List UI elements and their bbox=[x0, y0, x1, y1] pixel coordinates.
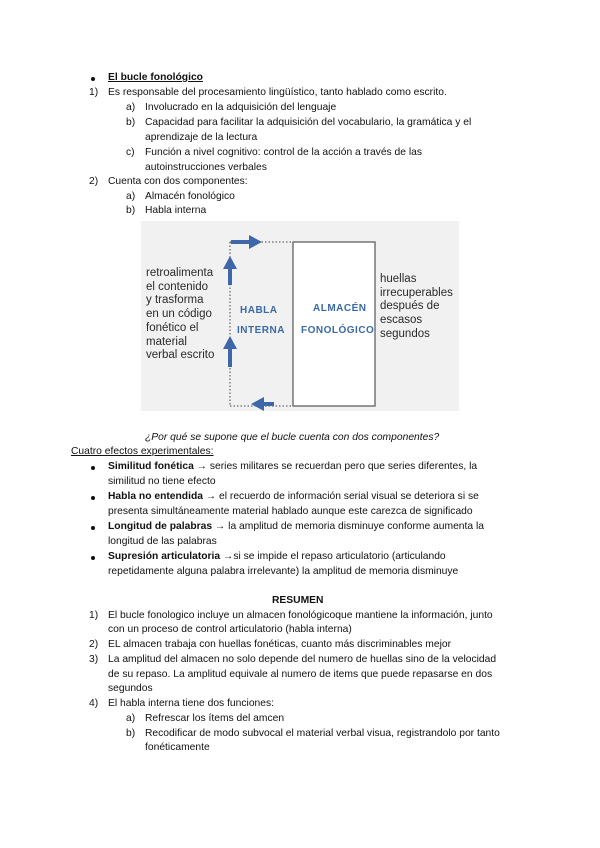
arrow-left-icon bbox=[251, 397, 274, 411]
bullet-dot bbox=[91, 466, 95, 470]
bullet-dot bbox=[91, 526, 95, 530]
figure-left-text: retroalimenta el contenido y trasforma en un código fonético el material verbal escrito bbox=[146, 267, 215, 362]
effect-item-cont: longitud de las palabras bbox=[108, 536, 217, 547]
sub-item-text: Involucrado en la adquisición del lenguaje bbox=[145, 102, 337, 113]
phonological-loop-diagram bbox=[141, 221, 459, 411]
sub-letter: b) bbox=[126, 728, 136, 739]
list-number: 1) bbox=[89, 87, 99, 98]
sub-item-text: autoinstrucciones verbales bbox=[145, 162, 267, 173]
sub-letter: a) bbox=[126, 102, 136, 113]
sub-letter: b) bbox=[126, 205, 136, 216]
effect-item-cont: repetidamente alguna palabra irrelevante) la amplitud de memoria disminuye bbox=[108, 566, 459, 577]
resumen-text: segundos bbox=[108, 683, 153, 694]
list-number: 2) bbox=[89, 176, 99, 187]
figure-right-text: huellas irrecuperables después de escasos segundos bbox=[380, 273, 453, 340]
sub-item-text: Función a nivel cognitivo: control de la acción a través de las bbox=[145, 147, 423, 158]
section-heading: El bucle fonológico bbox=[108, 72, 203, 83]
effects-title: Cuatro efectos experimentales: bbox=[71, 446, 214, 457]
resumen-title: RESUMEN bbox=[272, 595, 324, 606]
sub-item-text: Refrescar los ítems del amcen bbox=[145, 713, 285, 724]
bullet-dot bbox=[91, 77, 95, 81]
question-text: ¿Por qué se supone que el bucle cuenta con dos componentes? bbox=[145, 432, 440, 443]
resumen-text: La amplitud del almacen no solo depende del numero de huellas sino de la velocidad bbox=[108, 654, 497, 665]
resumen-text: de su repaso. La amplitud equivale al numero de items que puede repasarse en dos bbox=[108, 669, 493, 680]
sub-letter: b) bbox=[126, 117, 136, 128]
habla-label-2: INTERNA bbox=[237, 325, 285, 336]
sub-letter: c) bbox=[126, 147, 135, 158]
resumen-text: El bucle fonologico incluye un almacen fonológicoque mantiene la información, junto bbox=[108, 610, 493, 621]
arrow-up-icon bbox=[223, 336, 237, 367]
list-item-text: Cuenta con dos componentes: bbox=[108, 176, 248, 187]
resumen-text: EL almacen trabaja con huellas fonéticas, cuanto más discriminables mejor bbox=[108, 639, 452, 650]
effect-item: Habla no entendida → el recuerdo de información serial visual se deteriora si se bbox=[108, 491, 479, 502]
resumen-text: El habla interna tiene dos funciones: bbox=[108, 698, 275, 709]
sub-letter: a) bbox=[126, 713, 136, 724]
list-item-text: Es responsable del procesamiento lingüístico, tanto hablado como escrito. bbox=[108, 87, 447, 98]
list-number: 4) bbox=[89, 698, 99, 709]
almacen-label-1: ALMACÉN bbox=[313, 303, 367, 314]
sub-item-text: Almacén fonológico bbox=[145, 191, 235, 202]
sub-letter: a) bbox=[126, 191, 136, 202]
arrow-right-icon bbox=[231, 235, 262, 249]
sub-item-text: aprendizaje de la lectura bbox=[145, 132, 258, 143]
resumen-text: con un proceso de control articulatorio (habla interna) bbox=[108, 624, 352, 635]
bullet-dot bbox=[91, 556, 95, 560]
sub-item-text: fonéticamente bbox=[145, 742, 210, 753]
habla-label-1: HABLA bbox=[240, 305, 278, 316]
arrow-up-icon bbox=[223, 256, 237, 285]
sub-item-text: Recodificar de modo subvocal el material verbal visua, registrandolo por tanto bbox=[145, 728, 500, 739]
effect-item-cont: similitud no tiene efecto bbox=[108, 476, 216, 487]
effect-item: Similitud fonética → series militares se recuerdan pero que series diferentes, la bbox=[108, 461, 478, 472]
list-number: 1) bbox=[89, 610, 99, 621]
almacen-label-2: FONOLÓGICO bbox=[301, 325, 375, 336]
list-number: 3) bbox=[89, 654, 99, 665]
bullet-dot bbox=[91, 496, 95, 500]
list-number: 2) bbox=[89, 639, 99, 650]
sub-item-text: Capacidad para facilitar la adquisición del vocabulario, la gramática y el bbox=[145, 117, 472, 128]
effect-item: Longitud de palabras → la amplitud de memoria disminuye conforme aumenta la bbox=[108, 521, 484, 532]
sub-item-text: Habla interna bbox=[145, 205, 207, 216]
effect-item-cont: presenta simultáneamente material hablado aunque este carezca de significado bbox=[108, 506, 473, 517]
effect-item: Supresión articulatoria →si se impide el repaso articulatorio (articulando bbox=[108, 551, 446, 562]
